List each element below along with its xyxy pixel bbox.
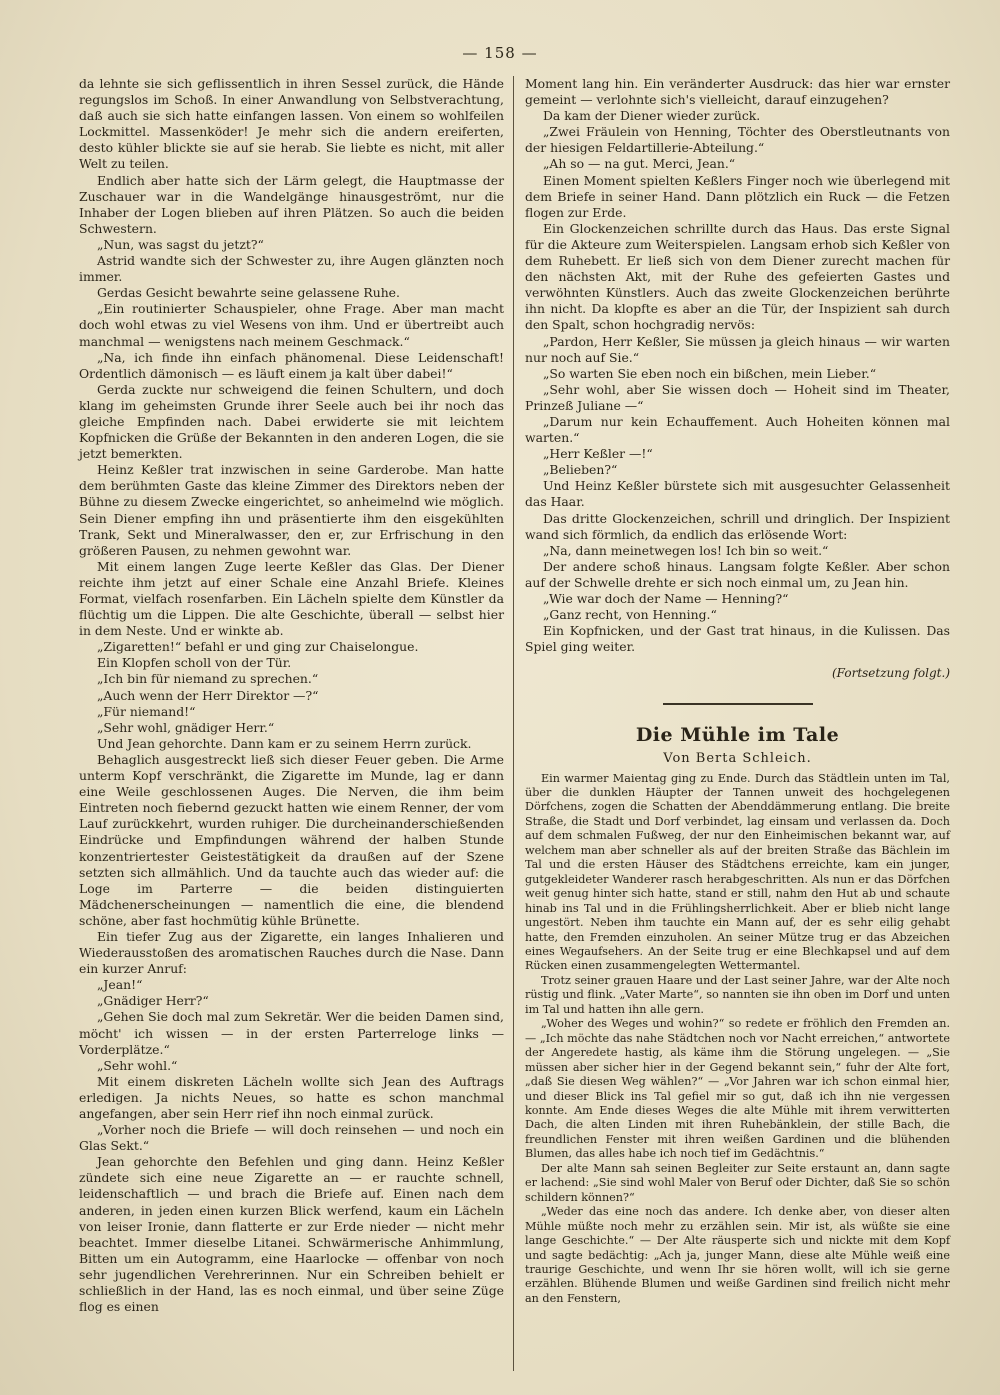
- story-byline: Von Berta Schleich.: [663, 751, 812, 767]
- paragraph: Behaglich ausgestreckt ließ sich dieser Feuer geben. Die Arme unterm Kopf verschränkt, die Zigarette im Munde, lag er dann eine Weile geschlossenen Auges. Die Nerven, die ihm beim Eintreten noch fiebernd gezuckt hatten wie einem Renner, der vom Lauf zurückkehrt, wurden ruhiger. Die durcheinanderschießenden Eindrücke und Empfindungen während der halben Stunde konzentriertester Geistestätigkeit da draußen auf der Szene setzten sich allmählich. Und da tauchte auch das wieder auf: die Loge im Parterre — die beiden distinguierten Mädchenerscheinungen — namentlich die eine, die blendend schöne, aber fast hochmütig kühle Brünette.: [79, 751, 504, 928]
- paragraph: „Für niemand!“: [97, 703, 196, 719]
- paragraph: „Jean!“: [97, 977, 143, 993]
- continuation-note: (Fortsetzung folgt.): [832, 666, 950, 681]
- left-column: [79, 76, 504, 1315]
- right-column: [525, 76, 950, 1306]
- paragraph: „Gehen Sie doch mal zum Sekretär. Wer die beiden Damen sind, möcht' ich wissen — in der ersten Parterreloge links — Vorderplätze.“: [79, 1009, 504, 1057]
- story-title: Die Mühle im Tale: [635, 724, 840, 747]
- paragraph: Astrid wandte sich der Schwester zu, ihre Augen glänzten noch immer.: [79, 253, 504, 285]
- paragraph: „Ah so — na gut. Merci, Jean.“: [543, 156, 736, 172]
- page-number: — 158 —: [462, 44, 538, 62]
- paragraph: Ein Klopfen scholl von der Tür.: [97, 655, 292, 671]
- paragraph: „Ein routinierter Schauspieler, ohne Frage. Aber man macht doch wohl etwas zu viel Wesens von ihm. Und er übertreibt auch manchmal — wenigstens nach meinem Geschmack.“: [79, 301, 504, 349]
- paragraph: „Ich bin für niemand zu sprechen.“: [97, 671, 319, 687]
- story-separator: [663, 703, 813, 705]
- story-paragraph: Trotz seiner grauen Haare und der Last seiner Jahre, war der Alte noch rüstig und flink. „Vater Marte“, so nannten sie ihn oben im Dorf und unten im Tal und hatten ihn alle gern.: [525, 973, 950, 1016]
- paragraph: „Pardon, Herr Keßler, Sie müssen ja gleich hinaus — wir warten nur noch auf Sie.“: [525, 333, 950, 365]
- column-divider: [513, 76, 514, 1371]
- paragraph: „Sehr wohl.“: [97, 1057, 178, 1073]
- paragraph: „Na, ich finde ihn einfach phänomenal. Diese Leidenschaft! Ordentlich dämonisch — es läuft einem ja kalt über dabei!“: [79, 349, 504, 381]
- paragraph: „Auch wenn der Herr Direktor —?“: [97, 687, 319, 703]
- paragraph: „Sehr wohl, aber Sie wissen doch — Hoheit sind im Theater, Prinzeß Juliane —“: [525, 381, 950, 413]
- paragraph: Heinz Keßler trat inzwischen in seine Garderobe. Man hatte dem berühmten Gaste das kleine Zimmer des Direktors neben der Bühne zu diesem Zwecke eingerichtet, so anheimelnd wie möglich. Sein Diener empfing ihn und präsentierte ihm den eisgekühlten Trank, Sekt und Mineralwasser, den er, zur Erfrischung in den größeren Pausen, zu nehmen gewohnt war.: [79, 462, 504, 558]
- story-paragraph: „Weder das eine noch das andere. Ich denke aber, von dieser alten Mühle müßte noch mehr zu erzählen sein. Mir ist, als wüßte sie eine lange Geschichte.“ — Der Alte räusperte sich und nickte mit dem Kopf und sagte bedächtig: „Ach ja, junger Mann, diese alte Mühle weiß eine traurige Geschichte, und wenn Ihr sie hören wollt, will ich sie gerne erzählen. Blühende Blumen und weiße Gardinen sind freilich nicht mehr an den Fenstern,: [525, 1205, 950, 1305]
- paragraph: „Vorher noch die Briefe — will doch reinsehen — und noch ein Glas Sekt.“: [79, 1122, 504, 1154]
- paragraph: „Wie war doch der Name — Henning?“: [543, 591, 789, 606]
- story-paragraph: Ein warmer Maientag ging zu Ende. Durch das Städtlein unten im Tal, über die dunklen Häupter der Tannen unweit des hochgelegenen Dörfchens, zogen die Schatten der Abenddämmerung entlang. Die breite Straße, die Stadt und Dorf verbindet, lag einsam und verlassen da. Doch auf dem schmalen Fußweg, der nur den Einheimischen bekannt war, auf welchem man aber schneller als auf der breiten Straße das Bächlein im Tal und die ersten Häuser des Städtchens erreichte, kam ein junger, gutgekleideter Wanderer rasch herabgeschritten. Als nun er das Dörfchen weit genug hinter sich hatte, stand er still, nahm den Hut ab und schaute hinab ins Tal und in die Frühlingsherrlichkeit. Aber er blieb nicht lange ungestört. Neben ihm tauchte ein Mann auf, der es sehr eilig gehabt hatte, den Fremden einzuholen. An seiner Mütze trug er das Abzeichen eines Wegaufsehers. An der Seite trug er eine Blechkapsel und auf dem Rücken einen zusammengelegten Wettermantel.: [525, 771, 950, 973]
- paragraph: „Ganz recht, von Henning.“: [543, 607, 717, 623]
- story-paragraph: Der alte Mann sah seinen Begleiter zur Seite erstaunt an, dann sagte er lachend: „Sie sind wohl Maler von Beruf oder Dichter, daß Sie so schön schildern können?“: [525, 1161, 950, 1204]
- paragraph: „Zigaretten!“ befahl er und ging zur Chaiselongue.: [97, 639, 419, 655]
- serial-continuation: [525, 76, 950, 655]
- paragraph: Jean gehorchte den Befehlen und ging dann. Heinz Keßler zündete sich eine neue Zigarette an — er rauchte schnell, leidenschaftlich — und brach die Briefe auf. Einen nach dem anderen, in jeden einen kurzen Blick werfend, kaum ein Lächeln von leiser Ironie, dann flatterte er zur Erde nieder — nicht mehr beachtet. Immer dieselbe Litanei. Schwärmerische Anhimmlung, Bitten um ein Autogramm, eine Haarlocke — offenbar von noch sehr jugendlichen Verehrerinnen. Nur ein Schreiben behielt er schließlich in der Hand, las es noch einmal, und über seine Züge flog es einen: [79, 1154, 504, 1315]
- paragraph: da lehnte sie sich geflissentlich in ihren Sessel zurück, die Hände regungslos im Schoß. In einer Anwandlung von Selbstverachtung, daß auch sie sich hatte einfangen lassen. Von einem so wohlfeilen Lockmittel. Massenköder! Je mehr sich die andern ereiferten, desto kühler blickte sie auf sie herab. Sie liebte es nicht, mit aller Welt zu teilen.: [79, 76, 504, 172]
- paragraph: Mit einem diskreten Lächeln wollte sich Jean des Auftrags erledigen. Ja nichts Neues, so hatte es schon manchmal angefangen, aber sein Herr rief ihn noch einmal zurück.: [79, 1073, 504, 1121]
- paragraph: „Herr Keßler —!“: [543, 446, 653, 462]
- paragraph: „Zwei Fräulein von Henning, Töchter des Oberstleutnants von der hiesigen Feldartillerie-Abteilung.“: [525, 124, 950, 156]
- paragraph: Gerda zuckte nur schweigend die feinen Schultern, und doch klang im geheimsten Grunde ihrer Seele auch bei ihr noch das gleiche Empfinden nach. Dabei erwiderte sie mit leichtem Kopfnicken die Grüße der Bekannten in den anderen Logen, die sie jetzt bemerkten.: [79, 381, 504, 462]
- paragraph: Mit einem langen Zuge leerte Keßler das Glas. Der Diener reichte ihm jetzt auf einer Schale eine Anzahl Briefe. Kleines Format, vielfach rosenfarben. Ein Lächeln spielte dem Künstler da flüchtig um die Lippen. Die alte Geschichte, überall — selbst hier in dem Neste. Und er winkte ab.: [79, 558, 504, 639]
- paragraph: Da kam der Diener wieder zurück.: [543, 108, 761, 124]
- paragraph: „Na, dann meinetwegen los! Ich bin so weit.“: [543, 542, 829, 558]
- paragraph: „So warten Sie eben noch ein bißchen, mein Lieber.“: [543, 365, 877, 381]
- paragraph: „Sehr wohl, gnädiger Herr.“: [97, 719, 275, 735]
- paragraph: Ein tiefer Zug aus der Zigarette, ein langes Inhalieren und Wiederausstoßen des aromatischen Rauches durch die Nase. Dann ein kurzer Anruf:: [79, 928, 504, 977]
- story-body: [525, 772, 950, 1307]
- paragraph: Und Heinz Keßler bürstete sich mit ausgesuchter Gelassenheit das Haar.: [525, 478, 950, 510]
- story-paragraph: „Woher des Weges und wohin?“ so redete er fröhlich den Fremden an. — „Ich möchte das nahe Städtchen noch vor Nacht erreichen,“ antwortete der Angeredete hastig, als käme ihm die Störung ungelegen. — „Sie müssen aber sicher hier in der Gegend bekannt sein,“ fuhr der Alte fort, „daß Sie diesen Weg wählen?“ — „Vor Jahren war ich schon einmal hier, und dieser Blick ins Tal gefiel mir so gut, daß ich ihn nie vergessen konnte. Am Ende dieses Weges die alte Mühle mit ihrem verwitterten Dach, die alten Linden mit ihren Ruhebänklein, der stille Bach, die freundlichen Fenster mit ihren weißen Gardinen und die blühenden Blumen, das alles habe ich noch tief im Gedächtnis.“: [525, 1017, 950, 1161]
- paragraph: „Nun, was sagst du jetzt?“: [97, 236, 264, 252]
- paragraph: Das dritte Glockenzeichen, schrill und dringlich. Der Inspizient wand sich förmlich, da endlich das erlösende Wort:: [525, 510, 950, 542]
- paragraph: Ein Glockenzeichen schrillte durch das Haus. Das erste Signal für die Akteure zum Weiterspielen. Langsam erhob sich Keßler von dem Ruhebett. Er ließ sich von dem Diener zurecht machen für den nächsten Akt, mit der Ruhe des gefeierten Gastes und verwöhnten Künstlers. Auch das zweite Glockenzeichen berührte ihn nicht. Da klopfte es aber an die Tür, der Inspizient sah durch den Spalt, schon hochgradig nervös:: [525, 220, 950, 333]
- paragraph: „Belieben?“: [543, 462, 618, 478]
- paragraph: Einen Moment spielten Keßlers Finger noch wie überlegend mit dem Briefe in seiner Hand. Dann plötzlich ein Ruck — die Fetzen flogen zur Erde.: [525, 172, 950, 220]
- paragraph: Moment lang hin. Ein veränderter Ausdruck: das hier war ernster gemeint — verlohnte sich's vielleicht, darauf einzugehen?: [525, 76, 950, 108]
- paragraph: Der andere schoß hinaus. Langsam folgte Keßler. Aber schon auf der Schwelle drehte er sich noch einmal um, zu Jean hin.: [525, 558, 950, 590]
- paragraph: „Darum nur kein Echauffement. Auch Hoheiten können mal warten.“: [525, 413, 950, 446]
- paragraph: Und Jean gehorchte. Dann kam er zu seinem Herrn zurück.: [97, 735, 472, 751]
- paragraph: Gerdas Gesicht bewahrte seine gelassene Ruhe.: [97, 285, 400, 301]
- paragraph: Endlich aber hatte sich der Lärm gelegt, die Hauptmasse der Zuschauer war in die Wandelgänge hinausgeströmt, nur die Inhaber der Logen blieben auf ihren Plätzen. So auch die beiden Schwestern.: [79, 172, 504, 236]
- paragraph: Ein Kopfnicken, und der Gast trat hinaus, in die Kulissen. Das Spiel ging weiter.: [525, 623, 950, 655]
- paragraph: „Gnädiger Herr?“: [97, 993, 209, 1009]
